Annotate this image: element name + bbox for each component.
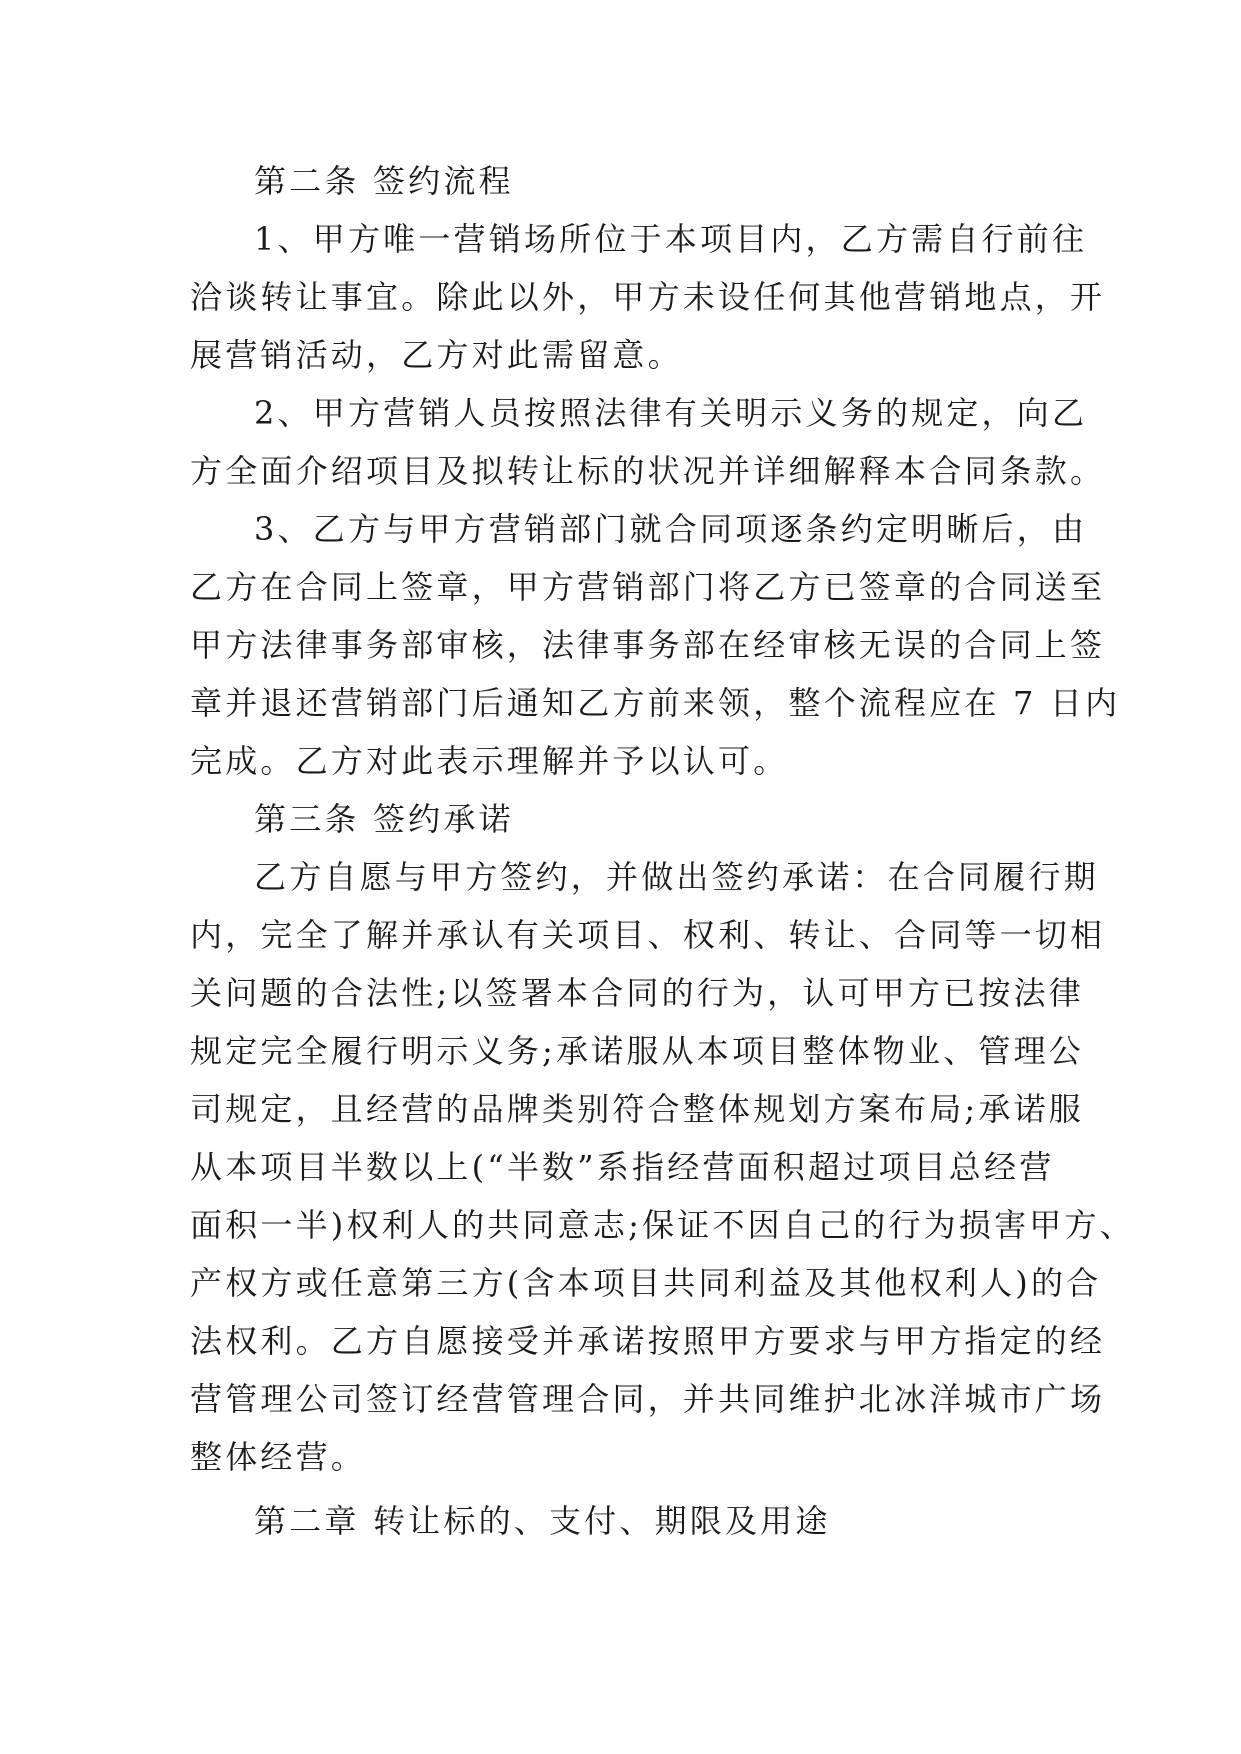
paragraph-line: 从本项目半数以上(“半数”系指经营面积超过项目总经营: [190, 1148, 1055, 1186]
paragraph-line: 2、甲方营销人员按照法律有关明示义务的规定，向乙: [254, 394, 1088, 432]
paragraph-line: 章并退还营销部门后通知乙方前来领，整个流程应在 7 日内: [190, 684, 1121, 722]
paragraph-line: 乙方自愿与甲方签约，并做出签约承诺：在合同履行期: [254, 858, 1099, 896]
paragraph-line: 营管理公司签订经营管理合同，并共同维护北冰洋城市广场: [190, 1380, 1106, 1418]
paragraph-line: 关问题的合法性;以签署本合同的行为，认可甲方已按法律: [190, 974, 1084, 1012]
paragraph-line: 内，完全了解并承认有关项目、权利、转让、合同等一切相: [190, 916, 1106, 954]
paragraph-line: 展营销活动，乙方对此需留意。: [190, 336, 683, 374]
paragraph-line: 1、甲方唯一营销场所位于本项目内，乙方需自行前往: [254, 220, 1088, 258]
article-2-heading: 第二条 签约流程: [254, 162, 514, 200]
paragraph-line: 司规定，且经营的品牌类别符合整体规划方案布局;承诺服: [190, 1090, 1084, 1128]
paragraph-line: 方全面介绍项目及拟转让标的状况并详细解释本合同条款。: [190, 452, 1106, 490]
chapter-2-heading: 第二章 转让标的、支付、期限及用途: [254, 1502, 831, 1540]
article-3-heading: 第三条 签约承诺: [254, 800, 514, 838]
paragraph-line: 整体经营。: [190, 1438, 367, 1476]
paragraph-line: 规定完全履行明示义务;承诺服从本项目整体物业、管理公: [190, 1032, 1084, 1070]
paragraph-line: 3、乙方与甲方营销部门就合同项逐条约定明晰后，由: [254, 510, 1088, 548]
paragraph-line: 完成。乙方对此表示理解并予以认可。: [190, 742, 789, 780]
paragraph-line: 乙方在合同上签章，甲方营销部门将乙方已签章的合同送至: [190, 568, 1106, 606]
paragraph-line: 甲方法律事务部审核，法律事务部在经审核无误的合同上签: [190, 626, 1106, 664]
paragraph-line: 法权利。乙方自愿接受并承诺按照甲方要求与甲方指定的经: [190, 1322, 1106, 1360]
paragraph-line: 洽谈转让事宜。除此以外，甲方未设任何其他营销地点，开: [190, 278, 1106, 316]
paragraph-line: 产权方或任意第三方(含本项目共同利益及其他权利人)的合: [190, 1264, 1102, 1302]
paragraph-line: 面积一半)权利人的共同意志;保证不因自己的行为损害甲方、: [190, 1206, 1135, 1244]
